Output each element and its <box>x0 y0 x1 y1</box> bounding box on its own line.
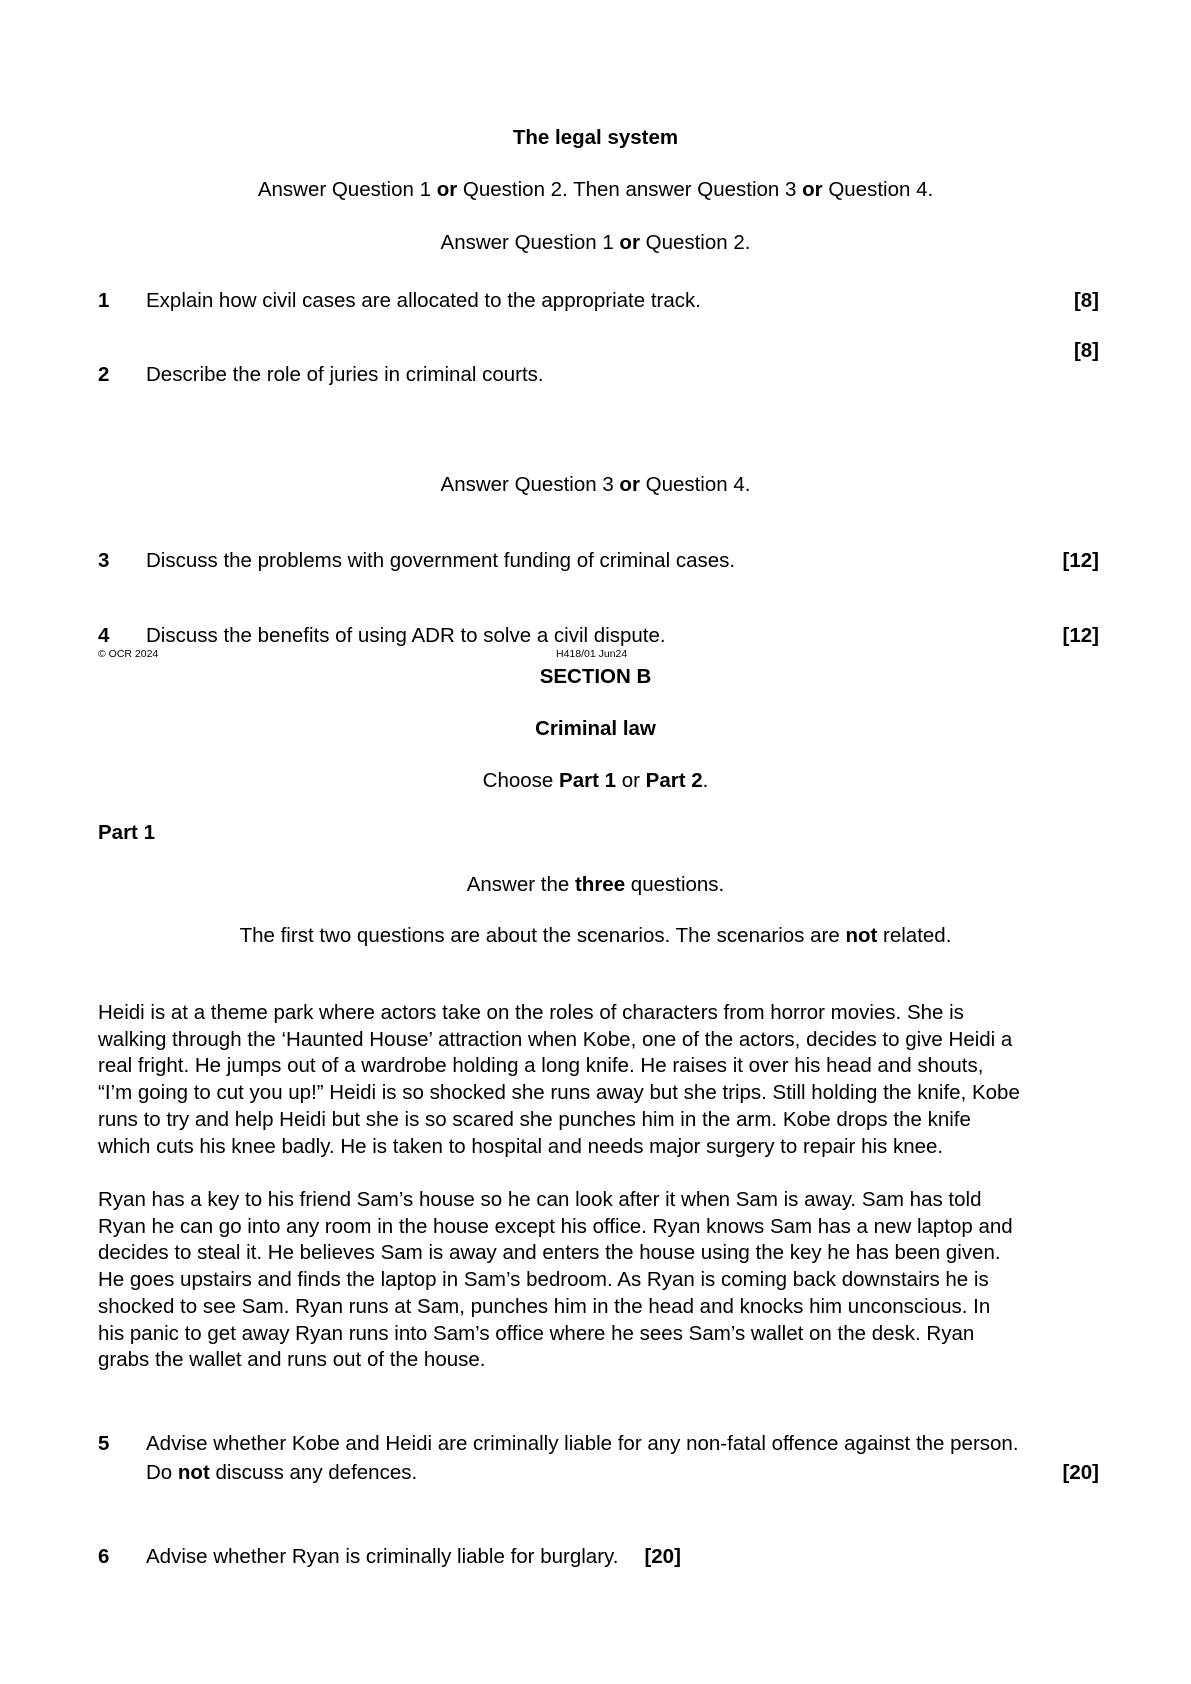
instruction-or: or <box>436 178 458 201</box>
instruction-q1-q2 <box>0 230 1191 256</box>
instruction-emphasis: not <box>845 924 878 947</box>
section-heading: SECTION B <box>539 665 652 688</box>
scenario-line: “I’m going to cut you up!” Heidi is so shocked she runs away but she trips. Still holding the knife, Kobe <box>98 1081 1020 1105</box>
instruction-text: or <box>616 769 646 792</box>
instruction-text: Answer Question 1 <box>257 178 437 201</box>
question-number: 3 <box>98 549 110 572</box>
scenario-note <box>0 923 1191 949</box>
question-number: 5 <box>98 1432 110 1455</box>
question-marks: [12] <box>1062 624 1099 647</box>
question-number: 1 <box>98 289 110 312</box>
question-text-part: discuss any defences. <box>209 1461 418 1484</box>
question-text: Advise whether Kobe and Heidi are criminally liable for any non-fatal offence against the person. <box>146 1432 1019 1455</box>
choose-part-instruction <box>0 768 1191 794</box>
scenario-line: which cuts his knee badly. He is taken to hospital and needs major surgery to repair his knee. <box>98 1134 944 1158</box>
question-number: 4 <box>98 624 110 647</box>
question-marks: [20] <box>1062 1461 1099 1484</box>
footer-paper-code: H418/01 Jun24 <box>556 648 628 660</box>
scenario-line: Ryan he can go into any room in the house except his office. Ryan knows Sam has a new laptop and <box>98 1214 1013 1238</box>
main-instruction <box>0 177 1191 203</box>
instruction-text: related. <box>877 924 952 947</box>
scenario-line: Ryan has a key to his friend Sam’s house so he can look after it when Sam is away. Sam has told <box>98 1188 982 1211</box>
scenario-line: decides to steal it. He believes Sam is away and enters the house using the key he has been given. <box>98 1241 1001 1265</box>
instruction-text: . <box>702 769 709 792</box>
scenario-1 <box>98 1000 1098 1160</box>
question-text-part: Do <box>146 1461 178 1484</box>
question-text: Discuss the benefits of using ADR to solve a civil dispute. <box>146 624 666 647</box>
section-subheading: Criminal law <box>535 717 656 740</box>
instruction-text: Answer Question 3 <box>440 473 620 496</box>
instruction-q3-q4 <box>0 472 1191 498</box>
question-number: 2 <box>98 363 110 386</box>
instruction-or: or <box>619 231 640 254</box>
part-2-label: Part 2 <box>645 769 703 792</box>
question-text <box>146 1459 417 1487</box>
instruction-text: Answer the <box>466 873 575 896</box>
scenario-line: real fright. He jumps out of a wardrobe holding a long knife. He raises it over his head and shouts, <box>98 1054 984 1078</box>
question-text: Explain how civil cases are allocated to the appropriate track. <box>146 289 701 312</box>
question-text: Describe the role of juries in criminal courts. <box>146 363 544 386</box>
instruction-text: Choose <box>482 769 560 792</box>
instruction-text: questions. <box>625 873 725 896</box>
footer-copyright: © OCR 2024 <box>98 648 159 660</box>
question-marks: [12] <box>1062 549 1099 572</box>
question-emphasis: not <box>177 1461 210 1484</box>
instruction-text: Question 4. <box>639 473 751 496</box>
scenario-line: He goes upstairs and finds the laptop in Sam’s bedroom. As Ryan is coming back downstairs he is <box>98 1268 989 1292</box>
instruction-text: Question 4. <box>822 178 934 201</box>
scenario-line: runs to try and help Heidi but she is so scared she punches him in the arm. Kobe drops the knife <box>98 1107 971 1131</box>
section-title: The legal system <box>512 126 679 149</box>
instruction-or: or <box>619 473 640 496</box>
scenario-2 <box>98 1187 1098 1374</box>
question-number: 6 <box>98 1545 110 1568</box>
answer-instruction <box>0 872 1191 898</box>
question-text <box>146 1543 681 1571</box>
question-marks: [20] <box>644 1545 681 1568</box>
instruction-text: The first two questions are about the scenarios. The scenarios are <box>239 924 846 947</box>
question-text-part: Advise whether Ryan is criminally liable for burglary. <box>146 1545 619 1568</box>
scenario-line: grabs the wallet and runs out of the house. <box>98 1348 486 1372</box>
scenario-line: Heidi is at a theme park where actors take on the roles of characters from horror movies. She is <box>98 1001 964 1024</box>
instruction-text: Answer Question 1 <box>440 231 620 254</box>
instruction-text: Question 2. Then answer Question 3 <box>457 178 803 201</box>
question-text: Discuss the problems with government funding of criminal cases. <box>146 549 736 572</box>
question-marks: [8] <box>1073 339 1099 362</box>
scenario-line: his panic to get away Ryan runs into Sam’s office where he sees Sam’s wallet on the desk. Ryan <box>98 1321 975 1345</box>
instruction-text: Question 2. <box>639 231 751 254</box>
instruction-or: or <box>802 178 823 201</box>
part-1-label: Part 1 <box>559 769 617 792</box>
scenario-line: shocked to see Sam. Ryan runs at Sam, punches him in the head and knocks him unconscious. In <box>98 1294 991 1318</box>
part-heading: Part 1 <box>98 821 155 844</box>
question-marks: [8] <box>1073 289 1099 312</box>
scenario-line: walking through the ‘Haunted House’ attraction when Kobe, one of the actors, decides to give Heidi a <box>98 1027 1013 1051</box>
instruction-emphasis: three <box>574 873 626 896</box>
